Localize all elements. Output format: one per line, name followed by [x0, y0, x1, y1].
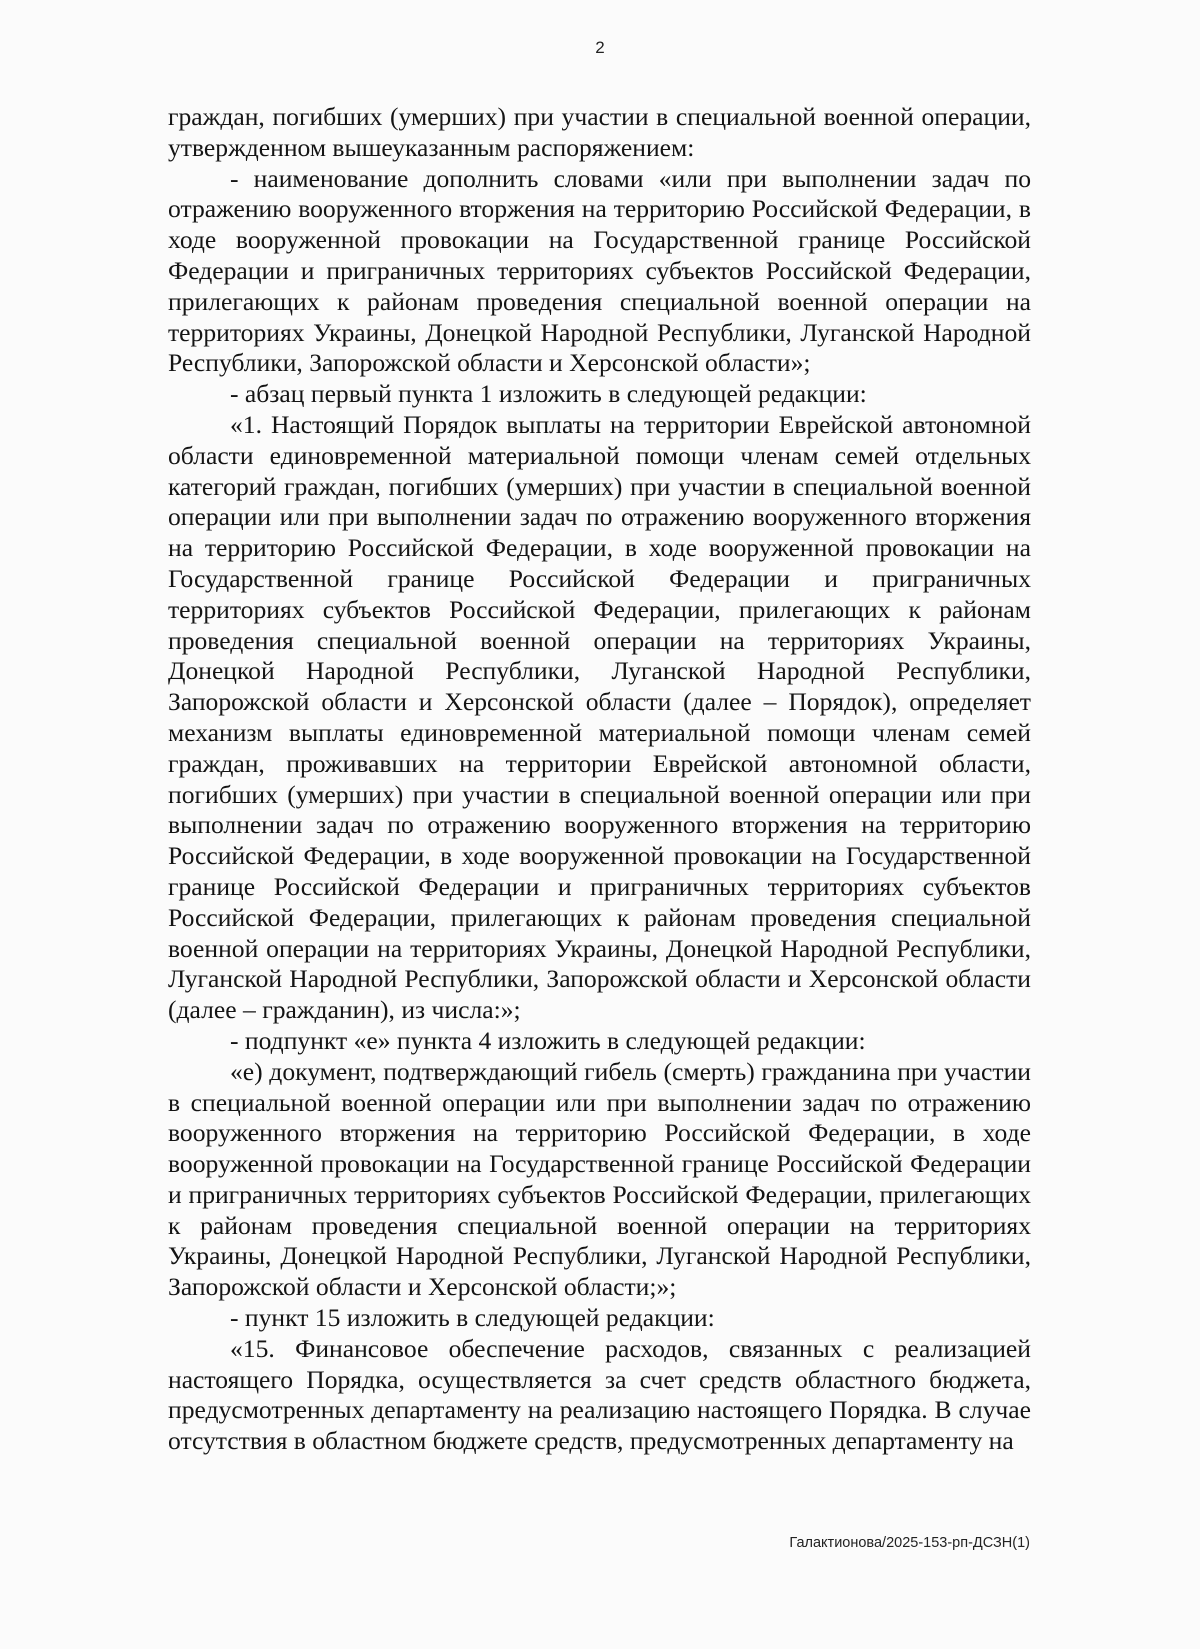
paragraph: - наименование дополнить словами «или при выполнении задач по отражению вооруженного вторжения на территорию Российской Федерации, в ходе вооруженной провокации на Государственной границе Российской Федерации и приграничных территориях субъектов Российской Федерации, прилегающих к районам проведения специальной военной операции на территориях Украины, Донецкой Народной Республики, Луганской Народной Республики, Запорожской области и Херсонской области»;	[168, 163, 1031, 378]
paragraph: - пункт 15 изложить в следующей редакции:	[230, 1303, 715, 1333]
paragraph: граждан, погибших (умерших) при участии в специальной военной операции, утвержденном вышеуказанным распоряжением:	[168, 102, 1031, 162]
paragraph: «е) документ, подтверждающий гибель (смерть) гражданина при участии в специальной военной операции или при выполнении задач по отражению вооруженного вторжения на территорию Российской Федерации, в ходе вооруженной провокации на Государственной границе Российской Федерации и приграничных территориях субъектов Российской Федерации, прилегающих к районам проведения специальной военной операции на территориях Украины, Донецкой Народной Республики, Луганской Народной Республики, Запорожской области и Херсонской области;»;	[168, 1056, 1031, 1302]
document-body	[168, 102, 1031, 1457]
document-reference-footer: Галактионова/2025-153-рп-ДСЗН(1)	[789, 1535, 1030, 1551]
paragraph: «1. Настоящий Порядок выплаты на территории Еврейской автономной области единовременной материальной помощи членам семей отдельных категорий граждан, погибших (умерших) при участии в специальной военной операции или при выполнении задач по отражению вооруженного вторжения на территорию Российской Федерации, в ходе вооруженной провокации на Государственной границе Российской Федерации и приграничных территориях субъектов Российской Федерации, прилегающих к районам проведения специальной военной операции на территориях Украины, Донецкой Народной Республики, Луганской Народной Республики, Запорожской области и Херсонской области (далее – Порядок), определяет механизм выплаты единовременной материальной помощи членам семей граждан, проживавших на территории Еврейской автономной области, погибших (умерших) при участии в специальной военной операции или при выполнении задач по отражению вооруженного вторжения на территорию Российской Федерации, в ходе вооруженной провокации на Государственной границе Российской Федерации и приграничных территориях субъектов Российской Федерации, прилегающих к районам проведения специальной военной операции на территориях Украины, Донецкой Народной Республики, Луганской Народной Республики, Запорожской области и Херсонской области (далее – гражданин), из числа:»;	[168, 409, 1031, 1025]
page-number: 2	[595, 38, 605, 57]
paragraph: - подпункт «е» пункта 4 изложить в следующей редакции:	[230, 1025, 866, 1055]
paragraph: «15. Финансовое обеспечение расходов, связанных с реализацией настоящего Порядка, осуществляется за счет средств областного бюджета, предусмотренных департаменту на реализацию настоящего Порядка. В случае отсутствия в областном бюджете средств, предусмотренных департаменту на	[168, 1333, 1031, 1456]
paragraph: - абзац первый пункта 1 изложить в следующей редакции:	[230, 379, 867, 409]
